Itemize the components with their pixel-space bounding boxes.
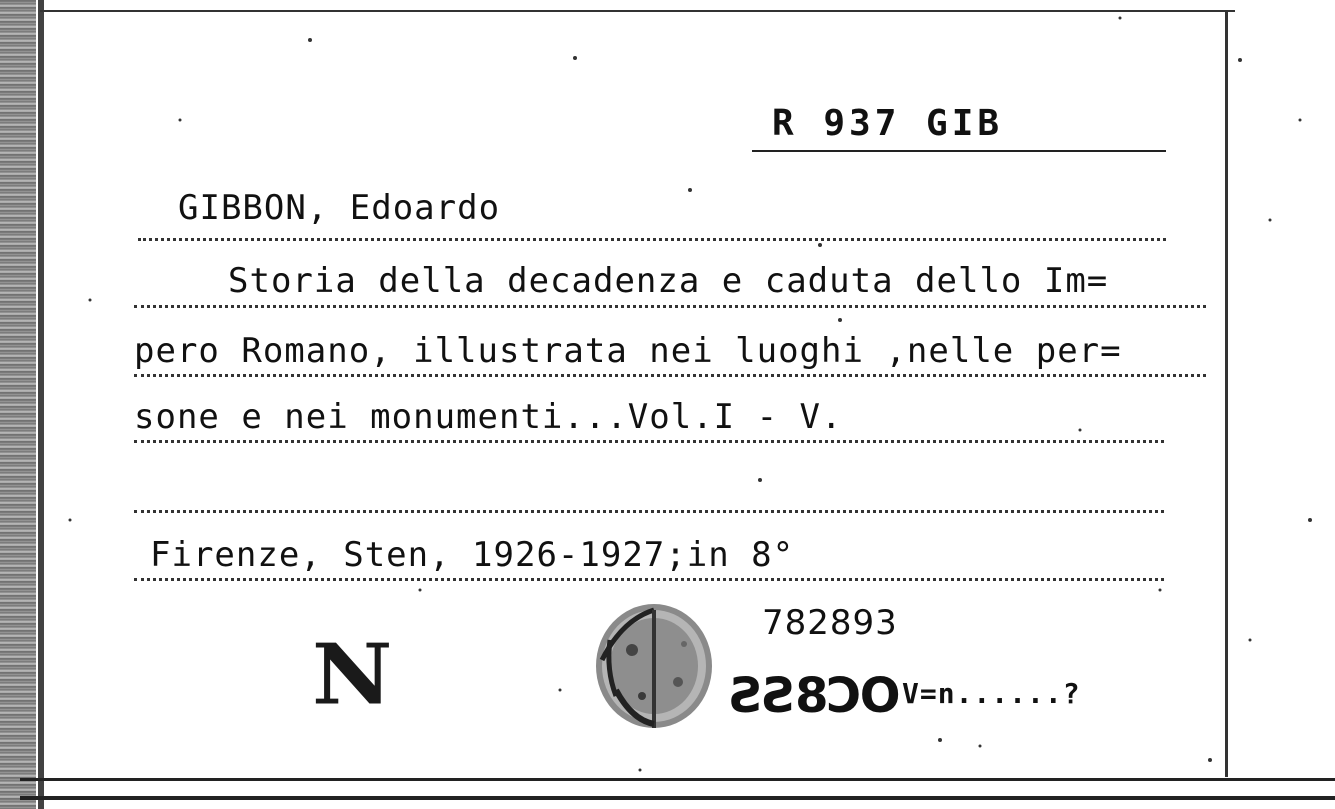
title-line-2: pero Romano, illustrata nei luoghi ,nelle per= <box>134 331 1122 371</box>
stamped-number: ƧƧ8ƆO <box>730 668 899 724</box>
call-number-rule <box>752 150 1166 152</box>
handwritten-n-mark: N <box>312 624 393 724</box>
imprint-line: Firenze, Sten, 1926-1927;in 8° <box>150 535 795 575</box>
accession-number: 782893 <box>762 603 898 643</box>
author-rule <box>138 238 1166 241</box>
card-border-bottom-outer <box>20 796 1335 800</box>
volume-note: V=n......? <box>902 677 1081 710</box>
title-rule-2 <box>134 374 1206 377</box>
author-heading: GIBBON, Edoardo <box>178 188 501 228</box>
card-edge-shadow <box>0 0 36 809</box>
title-line-1: Storia della decadenza e caduta dello Im= <box>228 261 1109 301</box>
call-number: R 937 GIB <box>772 103 1004 144</box>
imprint-rule <box>134 578 1164 581</box>
library-seal-stamp <box>592 600 716 732</box>
title-rule-1 <box>134 305 1206 308</box>
card-border-right <box>1225 12 1228 777</box>
card-border-bottom <box>20 778 1335 781</box>
blank-rule <box>134 510 1164 513</box>
title-rule-3 <box>134 440 1164 443</box>
card-border-top <box>40 10 1235 12</box>
title-line-3: sone e nei monumenti...Vol.I - V. <box>134 397 843 437</box>
